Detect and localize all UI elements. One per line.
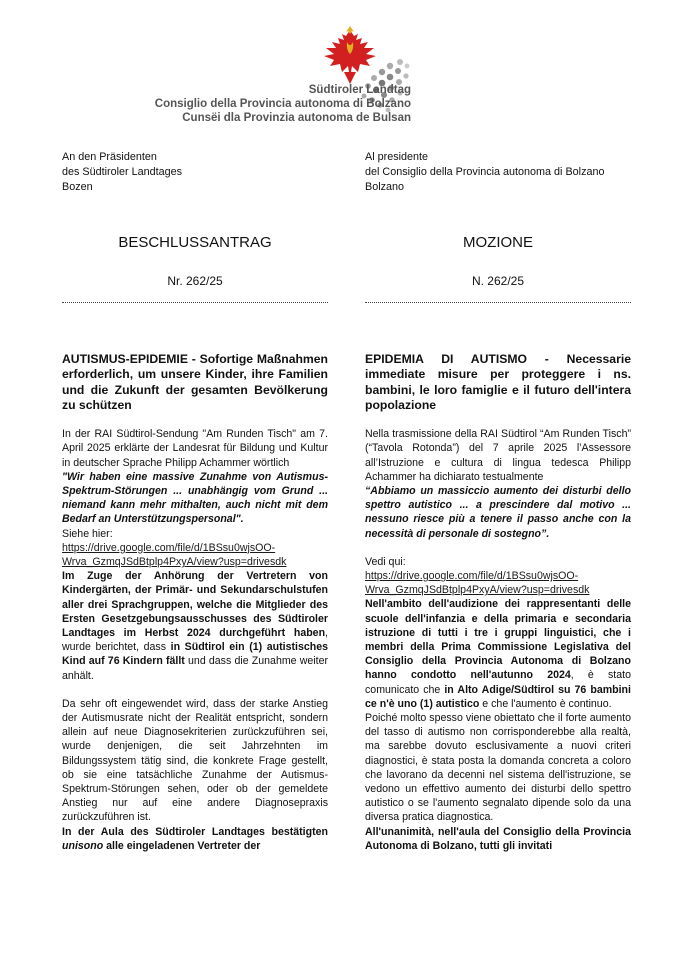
separator <box>365 302 631 303</box>
address-line: Bozen <box>62 181 93 193</box>
right-number: N. 262/25 <box>471 274 525 288</box>
left-drive-link[interactable]: https://drive.google.com/file/d/1BSsu0wjsOO- Wrva_GzmqJSdBtplp4PxyA/view?usp=drivesdk <box>62 541 287 569</box>
left-see-label: Siehe hier: <box>62 527 113 540</box>
header-name-de: Südtiroler Landtag <box>308 84 411 96</box>
right-paragraph-2: Nell'ambito dell'audizione dei rappresentanti delle scuole dell'infanzia e della primaria e secondaria istruzione di tutti i tre i gruppi linguistici, che i membri della Prima Commissione Legislativa del Consiglio della Provincia Autonoma di Bolzano hanno condotto nell'autunno 2024, è stato comunicato che in Alto Adige/Südtirol su 76 bambini ce n'è uno (1) autistico e che l'aumento è continuo. <box>365 598 631 710</box>
left-quote: "Wir haben eine massive Zunahme von Autismus-Spektrum-Störungen ... unabhängig vom Grund ... niemand kann mehr mithalten, auch nicht mit dem Bedarf an Unterstützungspersonal". <box>62 470 328 526</box>
address-line: Al presidente <box>365 151 429 163</box>
right-doc-type: MOZIONE <box>463 234 533 251</box>
left-paragraph-2: Im Zuge der Anhörung der Vertretern von Kindergärten, der Primär- und Sekundarschulstufen aller drei Sprachgruppen, welche die Mitglieder des Ersten Gesetzgebungsausschusses des Südtiroler Landtages im Herbst 2024 durchgeführt haben, wurde berichtet, dass in Südtirol ein (1) autistisches Kind auf 76 Kindern fällt und dass die Zunahme weiter anhält. <box>62 570 329 682</box>
left-address <box>62 150 182 195</box>
header-name-it: Consiglio della Provincia autonoma di Bolzano <box>154 98 411 110</box>
right-paragraph-4: All'unanimità, nell'aula del Consiglio della Provincia Autonoma di Bolzano, tutti gli invitati <box>365 825 631 852</box>
header-name-lad: Cunsëi dla Provinzia autonoma de Bulsan <box>182 112 411 124</box>
left-number: Nr. 262/25 <box>167 274 223 288</box>
left-paragraph-4: In der Aula des Südtiroler Landtages bestätigten unisono alle eingeladenen Vertreter der <box>62 825 328 852</box>
address-line: An den Präsidenten <box>62 151 157 163</box>
right-see-label: Vedi qui: <box>365 555 406 568</box>
right-column <box>365 352 631 853</box>
address-line: del Consiglio della Provincia autonoma di Bolzano <box>365 166 605 178</box>
right-address <box>365 150 604 195</box>
right-paragraph-3: Poiché molto spesso viene obiettato che il forte aumento del tasso di autismo non corrisponderebbe alla realtà, ma sarebbe dovuto esclusivamente a nuovi criteri diagnostici, è stata posta la domanda concreta a coloro che lavorano da decenni nel sistema dell'istruzione, se vedono un effettivo aumento dei disturbi dello spettro autistico o se l'aumento segnalato dipende solo da una diversa pratica diagnostica. <box>365 712 631 824</box>
left-paragraph-1: In der RAI Südtirol-Sendung "Am Runden Tisch" am 7. April 2025 erklärte der Landesrat für Bildung und Kultur in deutscher Sprache Philipp Achammer wörtlich <box>62 428 328 469</box>
address-line: des Südtiroler Landtages <box>62 166 183 178</box>
address-line: Bolzano <box>365 181 405 193</box>
separator <box>62 302 328 303</box>
right-drive-link[interactable]: https://drive.google.com/file/d/1BSsu0wjsOO- Wrva_GzmqJSdBtplp4PxyA/view?usp=drivesdk <box>365 570 590 597</box>
left-column <box>62 352 328 853</box>
right-paragraph-1: Nella trasmissione della RAI Südtirol “Am Runden Tisch” (“Tavola Rotonda”) del 7 aprile 2025 l’Assessore all’Istruzione e cultura di lingua tedesca Philipp Achammer ha dichiarato testualmente <box>365 428 631 483</box>
right-title: EPIDEMIA DI AUTISMO - Necessarie immediate misure per proteggere i ns. bambini, le loro famiglie e il futuro dell'intera popolazione <box>365 352 631 412</box>
left-title: AUTISMUS-EPIDEMIE - Sofortige Maßnahmen erforderlich, um unsere Kinder, ihre Familien und die Zukunft der gesamten Bevölkerung zu schützen <box>62 352 328 412</box>
right-quote: “Abbiamo un massiccio aumento dei disturbi dello spettro autistico ... a prescindere dal motivo ... nessuno riesce più a tenere il passo anche con la necessità di personale di sostegno”. <box>365 485 631 540</box>
left-doc-type: BESCHLUSSANTRAG <box>118 234 272 251</box>
left-paragraph-3: Da sehr oft eingewendet wird, dass der starke Anstieg der Autismusrate nicht der Realität entspricht, sondern allein auf neue Diagnosekriterien zurückzuführen sei, wurde denjenigen, die seit Jahrzehnten im Bildungssystem tätig sind, die konkrete Frage gestellt, ob sie eine tatsächliche Zunahme der Autismus-Spektrum-Störungen sehen, oder ob der gemeldete Anstieg nur auf eine andere Diagnosepraxis zurückzuführen ist. <box>62 697 328 824</box>
